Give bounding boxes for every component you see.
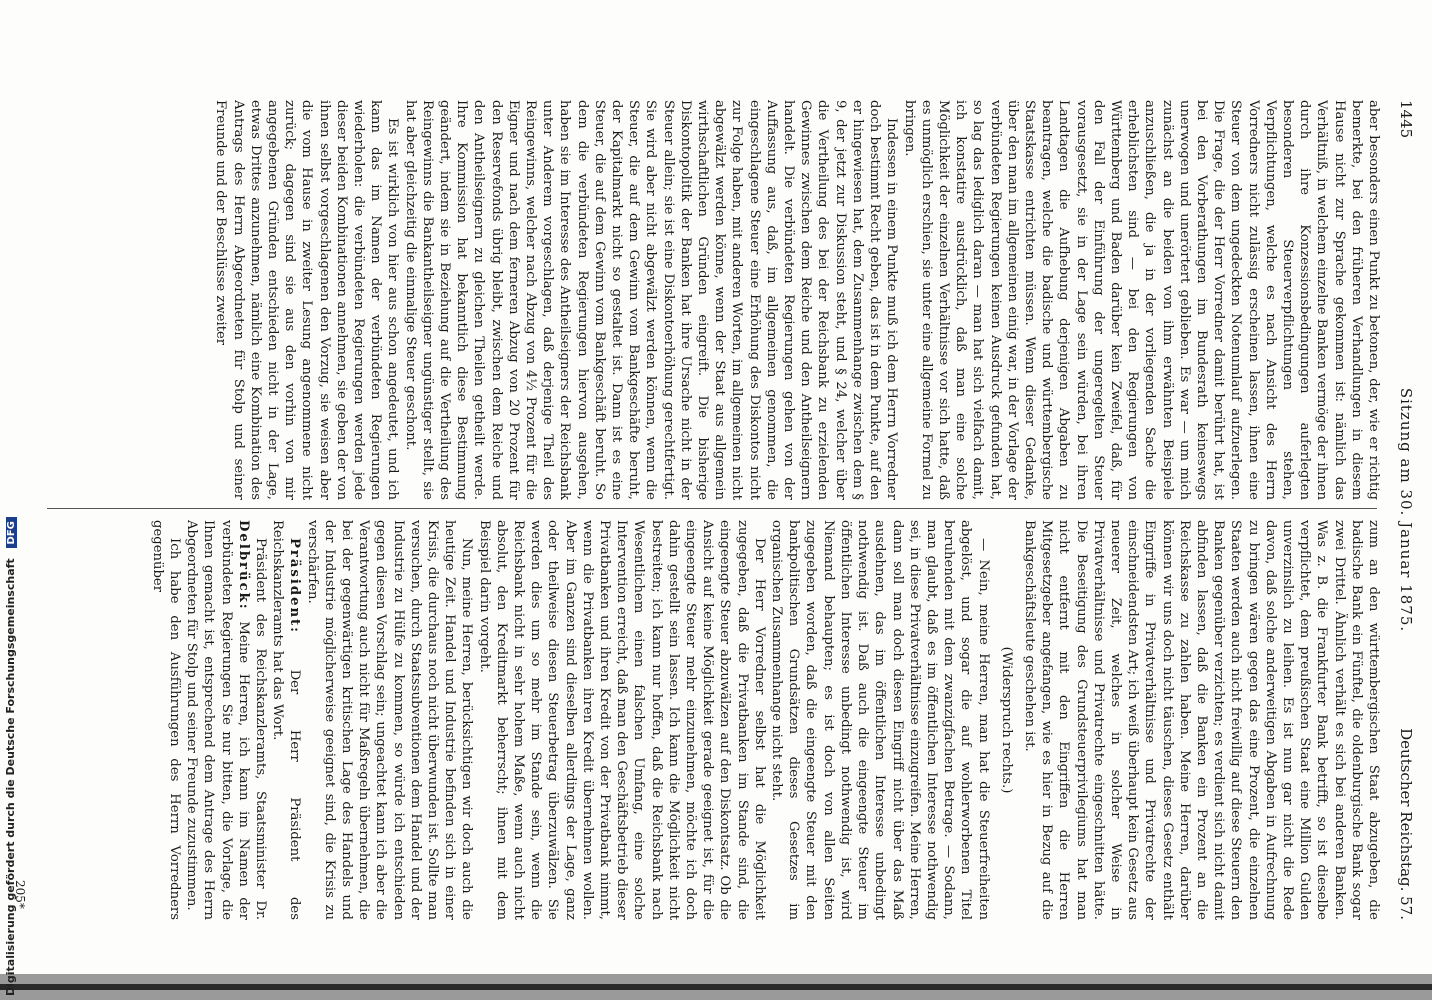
speaker-label: Präsident: <box>287 538 303 635</box>
scan-edge <box>0 974 1432 1000</box>
paragraph: — Nein, meine Herren, man hat die Steuerfreiheiten abgelöst, und sogar die auf wohlerworbenen Titel beruhenden mit dem zwanzigfachen Betrage. — Sodann, man glaubt, daß es im öffentlichen Interesse nothwendig sei, in diese Privatverhältnisse einzugreifen. Meine Herren, dann soll man doch diesen Eingriff nicht über das Maß ausdehnen, das im öffentlichen Interesse unbedingt nothwendig ist. Daß auch die eingeengte Steuer im öffentlichen Interesse unbedingt nothwendig ist, wird Niemand behaupten; es ist doch von allen Seiten zugegeben worden, daß die eingeengte Steuer mit den bankpolitischen Grundsätzen dieses Gesetzes im organischen Zusammenhange nicht steht. <box>769 520 991 920</box>
dfg-logo: DFG <box>6 517 17 548</box>
speaker-text: Meine Herren, ich kann im Namen der verbündeten Regierungen Sie nur bitten, die Vorlage, die Ihnen gemacht ist, entsprechend dem Antrage des Herrn Abgeordneten für Stolp und seiner Freunde zuzustimmen. <box>184 520 251 920</box>
paragraph: Nun, meine Herren, berücksichtigen wir doch auch die heutige Zeit. Handel und Industrie befinden sich in einer Krisis, die durchaus noch nicht überwunden ist. Sollte man versuchen, durch Staatssubventionen dem Handel und der Industrie zu Hülfe zu kommen, so würde ich entschieden gegen diesen Vorschlag sein; ungeachtet kann ich aber die Verantwortung auch nicht für Maßregeln übernehmen, die bei der gegenwärtigen kritischen Lage des Handels und der Industrie möglicherweise geeignet sind, die Krisis zu verschärfen. <box>304 520 475 920</box>
paragraph: Es ist wirklich von hier aus schon angedeutet, und ich kann das im Namen der verbündeten Regierungen wiederholen: die verbündeten Regierungen werden jede dieser beiden Kombinationen annehmen, sie geben der von ihnen selbst vorgeschlagenen den Vorzug, sie weisen aber die vom Hause in zweiter Lesung angenommene nicht zurück; dagegen sind sie aus den vorhin von mir angegebenen Gründen entschieden nicht in der Lage, etwas Drittes anzunehmen, nämlich eine Kombination des Antrags des Herrn Abgeordneten für Stolp und seiner Freunde und der Beschlüsse zweiter <box>213 100 401 500</box>
interjection: (Widerspruch rechts.) <box>998 646 1014 794</box>
speaker-text: Der Herr Präsident des Reichskanzleramts hat das Wort. <box>270 520 303 920</box>
speaker-intro: Präsident des Reichskanzleramts, Staatsminister Dr. <box>253 538 268 920</box>
speaker-paragraph <box>269 520 303 920</box>
running-head <box>1394 100 1418 920</box>
credit-text: Digitalisierung gefördert durch die Deutsche Forschungsgemeinschaft <box>4 558 17 996</box>
column-right <box>42 520 1382 920</box>
column-divider <box>47 508 1377 509</box>
paragraph: Indessen in einem Punkte muß ich dem Herrn Vorredner doch bestimmt Recht geben, das ist in dem Punkte, auf den er hingewiesen hat, dem Zusammenhange zwischen dem § 9, der jetzt zur Diskussion steht, und § 24, welcher über die Vertheilung des bei der Reichsbank zu erzielenden Gewinnes zwischen dem Reiche und den Antheilseignern handelt. Die verbündeten Regierungen gehen von der Auffassung aus, daß, im allgemeinen genommen, die eingeschlagene Steuer eine Erhöhung des Diskontos nicht zur Folge haben, mit anderen Worten, im allgemeinen nicht abgewälzt werden könne, wenn der Staat aus allgemein wirthschaftlichen Gründen eingreift. Die bisherige Diskontopolitik der Banken hat ihre Ursache nicht in der Steuer allein; sie ist eine Diskontoerhöhung gerechtfertigt. Sie wird aber nicht abgewälzt werden können, wenn die Steuer, die auf dem Gewinn vom Bankgeschäfte beruht, der Kapitalmarkt nicht so gestaltet ist. Dann ist es eine Steuer, die auf dem Gewinn vom Bankgeschäft beruht. So dem die verbündeten Regierungen hiervon ausgehen, haben sie im Interesse des Antheilseigners der Reichsbank unter Anderem vorgeschlagen, daß derjenige Theil des Reingewinns, welcher nach Abzug von 4½ Prozent für die Eigner und nach dem ferneren Abzug von 20 Prozent für den Reservefonds übrig bleibt, zwischen dem Reiche und den Antheilseignern zu gleichen Theilen getheilt werde. Ihre Kommission hat bekanntlich diese Bestimmung geändert, indem sie in Beziehung auf die Vertheilung des Reingewinns die Bankantheilseigner ungünstiger stellt, sie hat aber gleichzeitig die einmalige Steuer geschont. <box>402 100 900 500</box>
paragraph: Ich habe den Ausführungen des Herrn Vorredners gegenüber <box>149 520 182 920</box>
paragraph: zum an den württembergischen Staat abzugeben, die badische Bank ein Fünftel, die oldenburgische Bank sogar zwei Drittel. Ähnlich verhält es sich bei anderen Banken. Was z. B. die Frankfurter Bank betrifft, so ist dieselbe verpflichtet, dem preußischen Staat eine Million Gulden unverzinslich zu leihen. Es ist nun gar nicht die Rede davon, daß solche anderweitigen Abgaben in Aufrechnung zu bringen wären gegen das eine Prozent, die einzelnen Staaten werden auch nicht freiwillig auf diese Steuern den Banken gegenüber verzichten; es verdient sich nicht damit abfinden lassen, daß die Banken ein Prozent an die Reichskasse zu zahlen haben. Meine Herren, darüber können wir uns doch nicht täuschen, dieses Gesetz enthält Eingriffe in Privatverhältnisse und Privatrechte der einschneidendsten Art; ich weiß überhaupt kein Gesetz aus neuerer Zeit, welches in solcher Weise in Privatverhältnisse und Privatrechte eingeschnitten hätte. Die Beseitigung des Grundsteuerprivilegiums hat man nicht entfernt mit den Eingriffen die Herren Mitgesetzgeber angefangen, wie es hier in Bezug auf die Bankgeschäftsleute geschehen ist. <box>1021 520 1381 920</box>
column-left <box>42 100 1382 500</box>
credit-line <box>4 517 17 996</box>
speaker-label: Delbrück: <box>235 520 251 611</box>
publication-title: Deutscher Reichstag. 57. <box>1397 728 1415 920</box>
paragraph: aber besonders einen Punkt zu betonen, der, wie er richtig bemerkte, bei den früheren Verhandlungen in diesem Hause nicht zur Sprache gekommen ist: nämlich das Verhältniß, in welchem einzelne Banken vermöge der ihnen durch ihre Konzessionsbedingungen auferlegten besonderen Steuerverpflichtungen stehen, Verpflichtungen, welche es nach Ansicht des Herrn Vorredners nicht zulässig erscheinen lassen, ihnen eine Steuer von dem ungedeckten Notenumlauf aufzuerlegen. Die Frage, die der Herr Vorredner damit berührt hat, ist bei den Vorberathungen im Bundesrath keineswegs unerwogen und unerörtert geblieben. Es war — um mich zunächst an die beiden von ihm erwähnten Beispiele anzuschließen, die ja in der vorliegenden Sache die erheblichsten sind — bei den Regierungen von Württemberg und Baden darüber kein Zweifel, daß, für den Fall der Einführung der ungeregelten Steuer vorausgesetzt, sie in der Lage sein würden, bei ihren Landtagen die Aufhebung derjenigen Abgaben zu beantragen, welche die badische und württembergische Staatskasse entrichten müssen. Wenn dieser Gedanke, über den man im allgemeinen einig war, in der Vorlage der verbündeten Regierungen keinen Ausdruck gefunden hat, so lag das lediglich daran — man hat sich vielfach damit, ich konstatire ausdrücklich, daß man eine solche Möglichkeit der einzelnen Verhältnisse vor sich hatte, daß es unmöglich erschien, sie unter eine allgemeine Formel zu bringen. <box>901 100 1381 500</box>
signature-mark: 205* <box>13 880 27 909</box>
paragraph: Der Herr Vorredner selbst hat die Möglichkeit zugegeben, daß die Privatbanken im Stande sind, die eingeengte Steuer abzuwälzen auf den Diskontsatz. Ob die Ansicht auf keine Möglichkeit gerade geeignet ist, für die eingeengte Steuer mehr einzunehmen, möchte ich doch dahin gestellt sein lassen. Ich kann die Möglichkeit nicht bestreiten; ich kann nur hoffen, daß die Reichsbank nach Wesentlichem einen falschen Umfang, eine solche Intervention erreicht, daß man den Geschäftsbetrieb dieser Privatbanken und ihren Kredit von der Privatbank nimmt, wenn die Privatbanken ihren Kredit übernehmen wollen. Aber im Ganzen sind dieselben allerdings der Lage, ganz oder theilweise diesen Steuerbetrag überzuwälzen. Sie werden dies um so mehr im Stande sein, wenn die Reichsbank nicht in sehr hohem Maße, wenn auch nicht absolut, den Kreditmarkt beherrscht; ihnen mit dem Beispiel darin vorgeht. <box>476 520 767 920</box>
speaker-paragraph <box>183 520 269 920</box>
page-number: 1445 <box>1397 100 1415 139</box>
session-title: Sitzung am 30. Januar 1875. <box>1397 387 1415 633</box>
